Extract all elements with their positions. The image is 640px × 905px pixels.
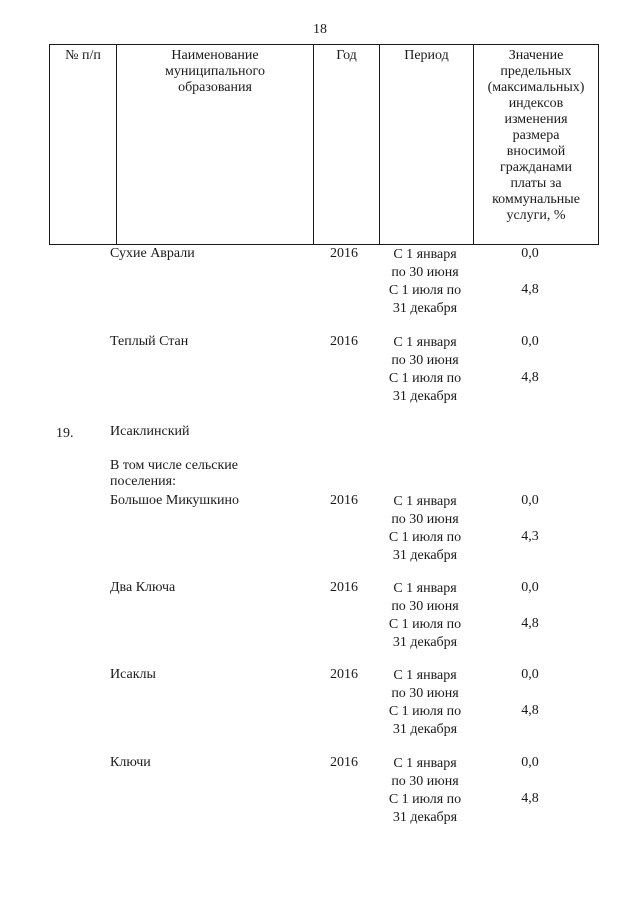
page-number: 18 (313, 22, 327, 37)
row-year: 2016 (330, 755, 358, 770)
row-periods (370, 667, 480, 739)
period-line: С 1 июля по (388, 617, 462, 632)
row-periods (370, 334, 480, 406)
row-periods (370, 493, 480, 565)
period-line: 31 декабря (392, 301, 458, 316)
value-second-half: 4,8 (521, 703, 539, 718)
period-line: 31 декабря (392, 548, 458, 563)
row-year: 2016 (330, 667, 358, 682)
row-year: 2016 (330, 493, 358, 508)
value-first-half: 0,0 (521, 755, 539, 770)
value-second-half: 4,8 (521, 282, 539, 297)
value-second-half: 4,8 (521, 616, 539, 631)
period-line: С 1 июля по (388, 704, 462, 719)
period-line: 31 декабря (392, 810, 458, 825)
period-line: С 1 июля по (388, 371, 462, 386)
row-year: 2016 (330, 334, 358, 349)
value-second-half: 4,8 (521, 791, 539, 806)
header-col-period: Период (380, 45, 474, 245)
settlement-name: Теплый Стан (110, 334, 189, 349)
value-first-half: 0,0 (521, 667, 539, 682)
row-number: 19. (56, 426, 74, 441)
period-line: С 1 января (393, 581, 457, 596)
subheading: В том числе сельские поселения: (110, 458, 239, 489)
period-line: С 1 января (393, 668, 457, 683)
row-periods (370, 755, 480, 827)
header-col-number: № п/п (50, 45, 117, 245)
period-line: С 1 января (393, 494, 457, 509)
period-line: по 30 июня (391, 774, 459, 789)
settlement-name: Сухие Аврали (110, 246, 195, 261)
value-first-half: 0,0 (521, 580, 539, 595)
row-periods (370, 580, 480, 652)
period-line: С 1 января (393, 335, 457, 350)
period-line: 31 декабря (392, 722, 458, 737)
header-col-name: Наименование муниципального образования (117, 45, 314, 245)
period-line: по 30 июня (391, 265, 459, 280)
value-second-half: 4,8 (521, 370, 539, 385)
value-first-half: 0,0 (521, 334, 539, 349)
district-name: Исаклинский (110, 424, 190, 439)
period-line: 31 декабря (392, 635, 458, 650)
value-first-half: 0,0 (521, 246, 539, 261)
period-line: по 30 июня (391, 686, 459, 701)
row-year: 2016 (330, 246, 358, 261)
period-line: С 1 июля по (388, 792, 462, 807)
settlement-name: Ключи (110, 755, 151, 770)
header-col-value: Значение предельных (максимальных) индексов изменения размера вносимой гражданами платы за коммунальные услуги, % (474, 45, 599, 245)
period-line: по 30 июня (391, 599, 459, 614)
settlement-name: Два Ключа (110, 580, 176, 595)
row-periods (370, 246, 480, 318)
period-line: 31 декабря (392, 389, 458, 404)
period-line: С 1 июля по (388, 530, 462, 545)
period-line: по 30 июня (391, 353, 459, 368)
row-year: 2016 (330, 580, 358, 595)
period-line: С 1 июля по (388, 283, 462, 298)
settlement-name: Большое Микушкино (110, 493, 240, 508)
period-line: С 1 января (393, 247, 457, 262)
table-header (49, 44, 599, 245)
value-first-half: 0,0 (521, 493, 539, 508)
period-line: по 30 июня (391, 512, 459, 527)
settlement-name: Исаклы (110, 667, 156, 682)
header-col-year: Год (314, 45, 380, 245)
period-line: С 1 января (393, 756, 457, 771)
value-second-half: 4,3 (521, 529, 539, 544)
